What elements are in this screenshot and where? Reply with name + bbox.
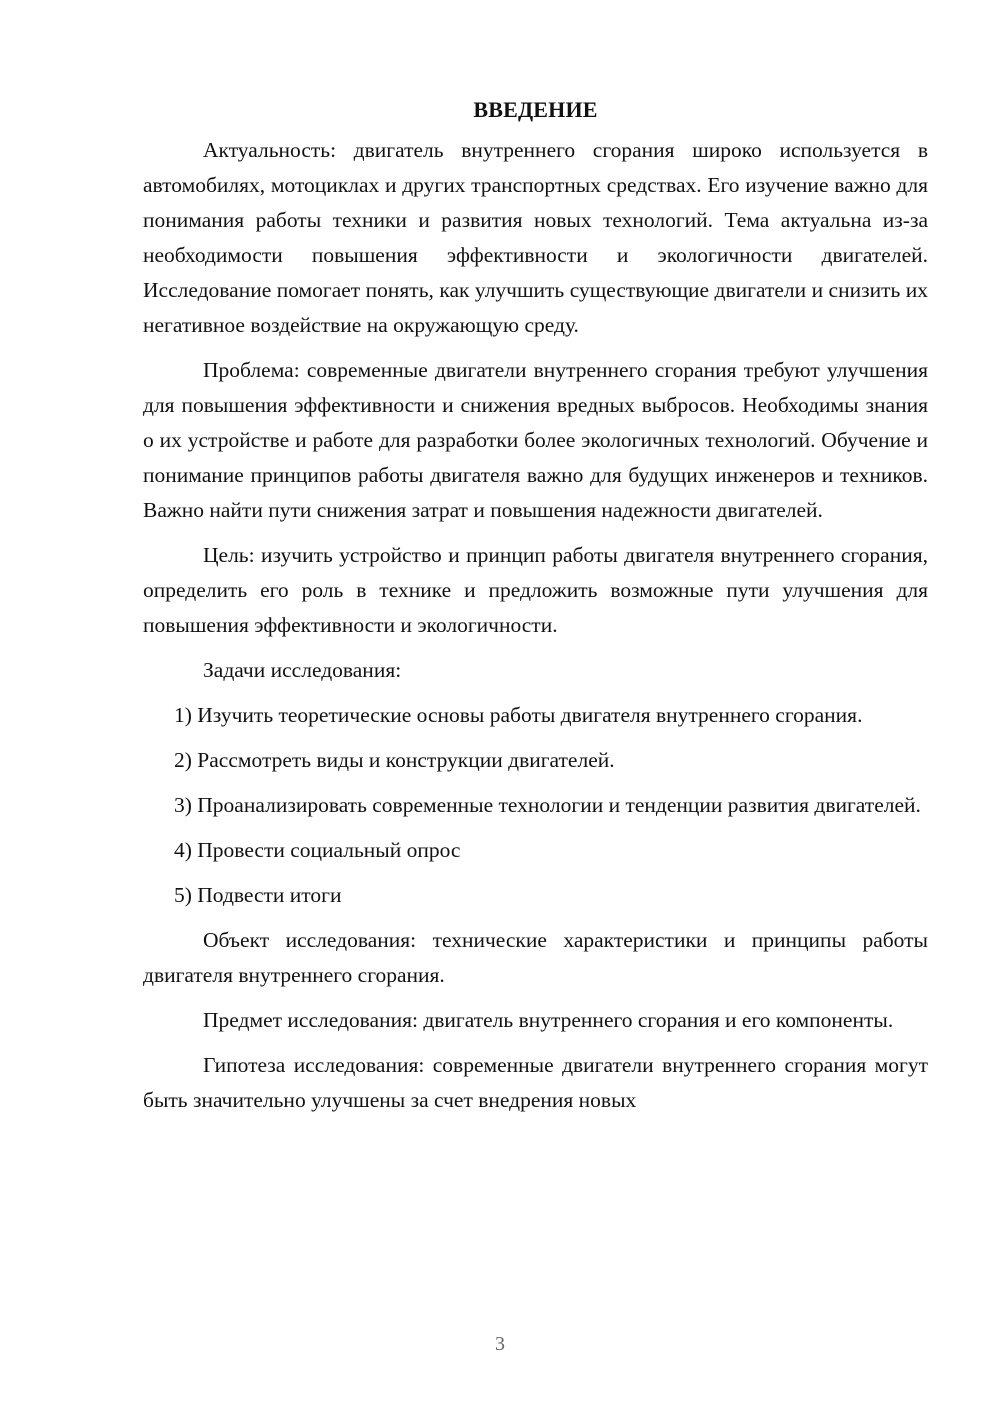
paragraph-hypothesis: Гипотеза исследования: современные двигатели внутреннего сгорания могут быть значительно улучшены за счет внедрения новых	[143, 1053, 928, 1112]
paragraph-goal: Цель: изучить устройство и принцип работы двигателя внутреннего сгорания, определить его роль в технике и предложить возможные пути улучшения для повышения эффективности и экологичности.	[143, 543, 928, 637]
paragraph-problem: Проблема: современные двигатели внутреннего сгорания требуют улучшения для повышения эффективности и снижения вредных выбросов. Необходимы знания о их устройстве и работе для разработки более экологичных технологий. Обучение и понимание принципов работы двигателя важно для будущих инженеров и техников. Важно найти пути снижения затрат и повышения надежности двигателей.	[143, 358, 928, 522]
tasks-heading: Задачи исследования:	[203, 658, 402, 682]
page-content	[143, 92, 928, 1128]
paragraph-subject: Предмет исследования: двигатель внутреннего сгорания и его компоненты.	[203, 1008, 894, 1032]
task-item-4: 4) Провести социальный опрос	[174, 838, 461, 862]
task-item-5: 5) Подвести итоги	[174, 883, 342, 907]
paragraph-object: Объект исследования: технические характеристики и принципы работы двигателя внутреннего сгорания.	[143, 928, 928, 987]
task-item-2: 2) Рассмотреть виды и конструкции двигателей.	[174, 748, 615, 772]
paragraph-relevance: Актуальность: двигатель внутреннего сгорания широко используется в автомобилях, мотоциклах и других транспортных средствах. Его изучение важно для понимания работы техники и развития новых технологий. Тема актуальна из-за необходимости повышения эффективности и экологичности двигателей. Исследование помогает понять, как улучшить существующие двигатели и снизить их негативное воздействие на окружающую среду.	[143, 138, 928, 337]
page-number: 3	[495, 1333, 505, 1355]
task-item-1: 1) Изучить теоретические основы работы двигателя внутреннего сгорания.	[174, 703, 863, 727]
page-title: ВВЕДЕНИЕ	[473, 97, 598, 122]
task-item-3: 3) Проанализировать современные технологии и тенденции развития двигателей.	[174, 793, 921, 817]
